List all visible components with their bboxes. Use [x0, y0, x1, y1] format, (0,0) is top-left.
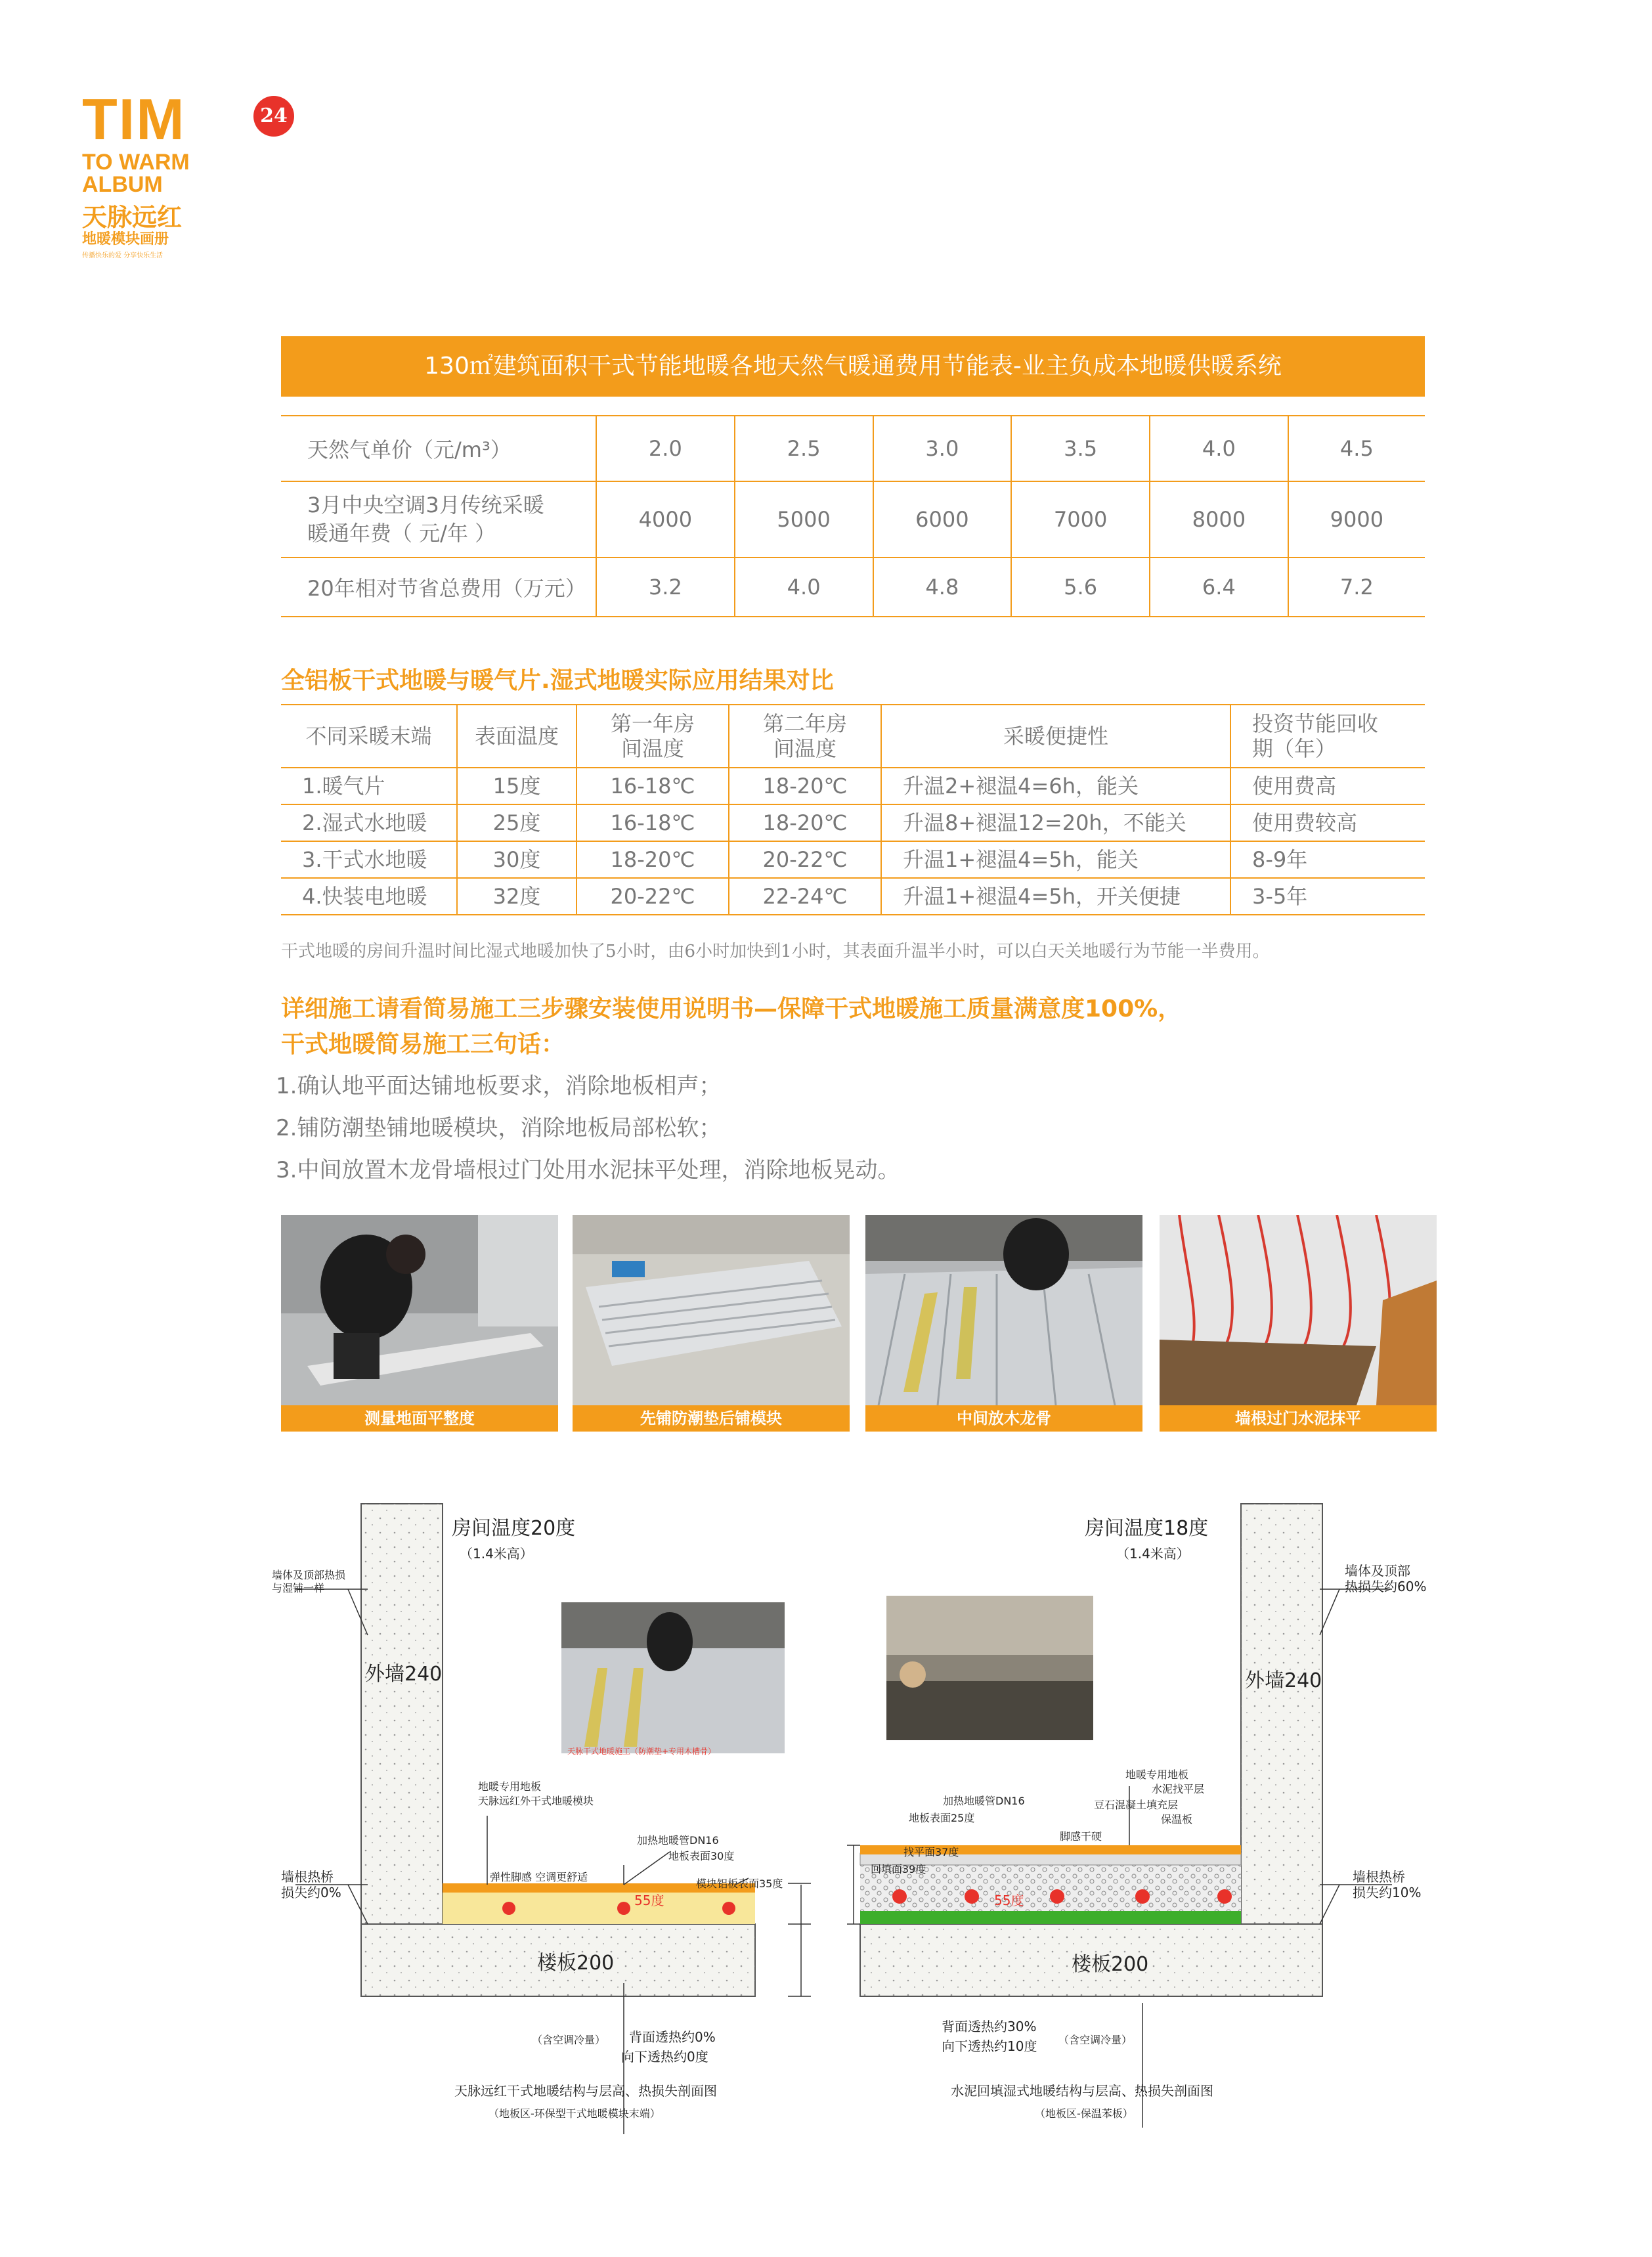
table1-row-label: 20年相对节省总费用（万元） [281, 558, 596, 617]
right-layer-3: 豆石混凝土填充层 [1094, 1799, 1179, 1811]
right-wall-top-note-2: 热损失约60% [1345, 1579, 1427, 1594]
right-caption-2: （地板区-保温苯板） [1035, 2107, 1133, 2120]
photo-caption: 测量地面平整度 [281, 1405, 558, 1432]
table-cell: 18-20℃ [576, 841, 729, 878]
left-feel-label: 弹性脚感 空调更舒适 [490, 1871, 588, 1883]
photo-wood-keel-image [865, 1215, 1142, 1405]
left-back-heat-1: 背面透热约0% [629, 2029, 716, 2045]
right-back-heat-1: 背面透热约30% [942, 2019, 1037, 2034]
right-level-1: 找平面37度 [903, 1846, 959, 1858]
table-row [281, 481, 1425, 558]
table-cell: 16-18℃ [576, 804, 729, 841]
left-floor-layer-1: 地暖专用地板 [478, 1780, 542, 1793]
table-cell: 升温1+褪温4=5h，能关 [881, 841, 1230, 878]
table-cell: 3.干式水地暖 [281, 841, 457, 878]
right-back-heat-2: 向下透热约10度 [942, 2038, 1037, 2054]
table-cell: 16-18℃ [576, 768, 729, 804]
table-cell: 7.2 [1288, 558, 1425, 617]
table1-title: 130㎡建筑面积干式节能地暖各地天然气暖通费用节能表-业主负成本地暖供暖系统 [281, 336, 1425, 397]
photo-caption: 中间放木龙骨 [865, 1405, 1142, 1432]
brand-cn-subtitle: 地暖模块画册 [82, 231, 169, 248]
left-caption-1: 天脉远红干式地暖结构与层高、热损失剖面图 [454, 2083, 717, 2099]
brand-line-1: TO WARM [82, 150, 190, 175]
right-room-height: （1.4米高） [1116, 1546, 1190, 1562]
table-cell: 30度 [457, 841, 576, 878]
right-feel-label: 脚感干硬 [1060, 1830, 1102, 1843]
photo-moisture-pad [573, 1215, 850, 1432]
brand-line-2: ALBUM [82, 172, 163, 197]
table-cell: 7000 [1011, 481, 1150, 558]
table1-row-label: 天然气单价（元/m³） [281, 416, 596, 481]
photo-wood-keel [865, 1215, 1142, 1432]
table-cell: 8-9年 [1230, 841, 1425, 878]
guide-step-3: 3.中间放置木龙骨墙根过门处用水泥抹平处理，消除地板晃动。 [276, 1157, 900, 1183]
table-row [281, 558, 1425, 617]
brand-logo-tim: TIM [82, 87, 186, 152]
left-room-temp: 房间温度20度 [452, 1517, 576, 1540]
table-cell: 3.2 [596, 558, 735, 617]
table-cell: 升温8+褪温12=20h，不能关 [881, 804, 1230, 841]
table-cell: 18-20℃ [729, 804, 881, 841]
brand-tagline: 传播快乐的爱 分享快乐生活 [82, 252, 163, 259]
table-cell: 4.0 [735, 558, 873, 617]
left-photo-caption: 天脉干式地暖施工（防潮垫+专用木槽骨） [567, 1747, 716, 1756]
guide-heading-1: 详细施工请看简易施工三步骤安装使用说明书—保障干式地暖施工质量满意度100%， [281, 996, 1182, 1022]
table-cell: 4000 [596, 481, 735, 558]
right-water-temp: 55度 [994, 1893, 1024, 1908]
table2 [281, 704, 1425, 915]
photo-moisture-pad-image [573, 1215, 850, 1405]
table-cell: 22-24℃ [729, 878, 881, 915]
left-wall-root-1: 墙根热桥 [281, 1869, 334, 1885]
right-room-temp: 房间温度18度 [1085, 1517, 1209, 1540]
table-header: 采暖便捷性 [881, 705, 1230, 768]
table-cell: 6.4 [1150, 558, 1288, 617]
right-wall-top-note-1: 墙体及顶部 [1345, 1563, 1410, 1579]
diagram-left-inset-photo [561, 1602, 785, 1753]
right-layer-4: 保温板 [1161, 1813, 1193, 1826]
table-cell: 8000 [1150, 481, 1288, 558]
left-water-temp: 55度 [634, 1893, 664, 1908]
photo-cement-root-image [1160, 1215, 1437, 1405]
table-cell: 25度 [457, 804, 576, 841]
left-wall-label: 外墙240 [365, 1663, 443, 1686]
left-wall-top-note-1: 墙体及顶部热损 [272, 1569, 346, 1581]
left-caption-2: （地板区-环保型干式地暖模块末端） [489, 2107, 661, 2120]
table-cell: 9000 [1288, 481, 1425, 558]
left-pipe-label: 加热地暖管DN16 [637, 1834, 719, 1847]
table-header: 表面温度 [457, 705, 576, 768]
right-caption-1: 水泥回填湿式地暖结构与层高、热损失剖面图 [951, 2083, 1213, 2099]
left-wall-top-note-2: 与湿铺一样 [272, 1582, 325, 1594]
table-cell: 5.6 [1011, 558, 1150, 617]
page-number: 24 [253, 96, 294, 137]
table-cell: 5000 [735, 481, 873, 558]
table-header: 投资节能回收期（年） [1230, 705, 1425, 768]
left-module-temp: 模块铝板表面35度 [696, 1877, 783, 1890]
table-cell: 2.5 [735, 416, 873, 481]
right-slab-label: 楼板200 [1072, 1953, 1149, 1976]
left-wall-root-2: 损失约0% [281, 1885, 341, 1900]
right-pipe-label: 加热地暖管DN16 [943, 1795, 1025, 1807]
table-cell: 4.8 [873, 558, 1012, 617]
table-cell: 2.湿式水地暖 [281, 804, 457, 841]
right-ac-note: （含空调冷量） [1058, 2034, 1133, 2046]
guide-step-1: 1.确认地平面达铺地板要求，消除地板相声； [276, 1073, 722, 1099]
photo-caption: 墙根过门水泥抹平 [1160, 1405, 1437, 1432]
brand-cn-name: 天脉远红 [82, 202, 183, 232]
right-layer-1: 地暖专用地板 [1125, 1768, 1189, 1781]
left-ac-note: （含空调冷量） [532, 2034, 606, 2046]
table-row [281, 804, 1425, 841]
table-cell: 3.5 [1011, 416, 1150, 481]
table-header: 不同采暖末端 [281, 705, 457, 768]
left-floor-layer-2: 天脉远红外干式地暖模块 [478, 1795, 594, 1807]
left-slab-label: 楼板200 [537, 1952, 615, 1975]
table-row [281, 878, 1425, 915]
table-row [281, 768, 1425, 804]
table-row [281, 416, 1425, 481]
right-wall-root-2: 损失约10% [1353, 1885, 1422, 1900]
photo-measure-floor [281, 1215, 558, 1432]
photo-cement-root [1160, 1215, 1437, 1432]
table-cell: 升温1+褪温4=5h，开关便捷 [881, 878, 1230, 915]
table-row [281, 841, 1425, 878]
table-cell: 6000 [873, 481, 1012, 558]
table-cell: 1.暖气片 [281, 768, 457, 804]
right-wall-label: 外墙240 [1245, 1669, 1322, 1692]
table-cell: 18-20℃ [729, 768, 881, 804]
guide-step-2: 2.铺防潮垫铺地暖模块，消除地板局部松软； [276, 1115, 722, 1141]
table-header-row [281, 705, 1425, 768]
table1 [281, 415, 1425, 617]
table-cell: 20-22℃ [729, 841, 881, 878]
table-cell: 升温2+褪温4=6h，能关 [881, 768, 1230, 804]
table-cell: 4.0 [1150, 416, 1288, 481]
diagram-right-inset-photo [886, 1596, 1093, 1740]
right-layer-2: 水泥找平层 [1152, 1783, 1205, 1795]
guide-heading-2: 干式地暖简易施工三句话： [281, 1031, 565, 1058]
table1-row-label: 3月中央空调3月传统采暖暖通年费（ 元/年 ） [281, 481, 596, 558]
photo-measure-floor-image [281, 1215, 558, 1405]
left-surface-label: 地板表面30度 [668, 1850, 735, 1862]
table-cell: 使用费高 [1230, 768, 1425, 804]
table-cell: 4.5 [1288, 416, 1425, 481]
table-cell: 15度 [457, 768, 576, 804]
table-header: 第二年房间温度 [729, 705, 881, 768]
table-cell: 4.快装电地暖 [281, 878, 457, 915]
right-level-2: 回填面39度 [871, 1863, 926, 1875]
right-surface-label: 地板表面25度 [909, 1812, 975, 1824]
table-cell: 3-5年 [1230, 878, 1425, 915]
left-room-height: （1.4米高） [460, 1546, 533, 1562]
photo-caption: 先铺防潮垫后铺模块 [573, 1405, 850, 1432]
table2-heading: 全铝板干式地暖与暖气片.湿式地暖实际应用结果对比 [281, 667, 834, 694]
right-wall-root-1: 墙根热桥 [1353, 1869, 1405, 1885]
table-cell: 3.0 [873, 416, 1012, 481]
table-cell: 2.0 [596, 416, 735, 481]
left-back-heat-2: 向下透热约0度 [621, 2049, 708, 2065]
table2-note: 干式地暖的房间升温时间比湿式地暖加快了5小时，由6小时加快到1小时，其表面升温半小时，可以白天关地暖行为节能一半费用。 [281, 942, 1270, 961]
table-cell: 20-22℃ [576, 878, 729, 915]
table-cell: 32度 [457, 878, 576, 915]
table-cell: 使用费较高 [1230, 804, 1425, 841]
table-header: 第一年房间温度 [576, 705, 729, 768]
